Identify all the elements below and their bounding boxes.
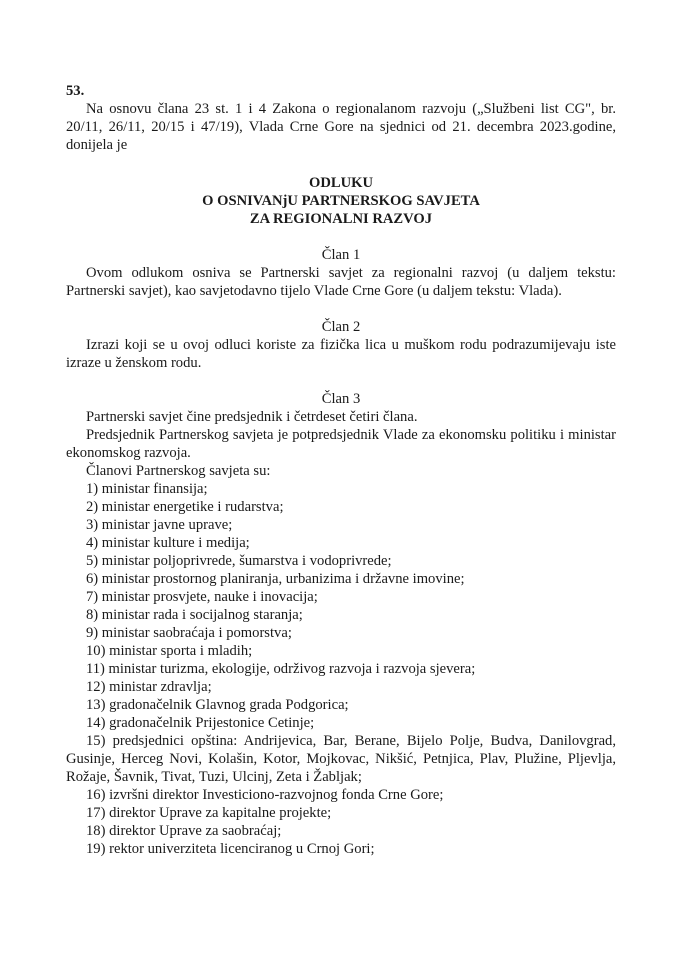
title-line-1: ODLUKU	[308, 175, 374, 191]
document-title	[66, 174, 616, 228]
list-item: 10) ministar sporta i mladih;	[86, 643, 253, 659]
article-1-heading: Član 1	[321, 247, 361, 263]
list-item: 18) direktor Uprave za saobraćaj;	[86, 823, 282, 839]
title-line-2: O OSNIVANjU PARTNERSKOG SAVJETA	[202, 193, 480, 209]
list-item: 2) ministar energetike i rudarstva;	[86, 499, 284, 515]
act-number: 53.	[66, 83, 85, 99]
list-item: 5) ministar poljoprivrede, šumarstva i vodoprivrede;	[86, 553, 392, 569]
list-item: 11) ministar turizma, ekologije, održivog razvoja i razvoja sjevera;	[86, 661, 476, 677]
article-1-text: Ovom odlukom osniva se Partnerski savjet za regionalni razvoj (u daljem tekstu: Partnerski savjet), kao savjetodavno tijelo Vlade Crne Gore (u daljem tekstu: Vlada).	[66, 265, 616, 299]
title-line-3: ZA REGIONALNI RAZVOJ	[249, 211, 433, 227]
list-item: 4) ministar kulture i medija;	[86, 535, 250, 551]
document-body	[66, 82, 616, 858]
list-item: 1) ministar finansija;	[86, 481, 208, 497]
article-3-paragraph-2: Predsjednik Partnerskog savjeta je potpredsjednik Vlade za ekonomsku politiku i ministar ekonomskog razvoja.	[66, 427, 616, 461]
list-item: 16) izvršni direktor Investiciono-razvojnog fonda Crne Gore;	[86, 787, 444, 803]
article-3-paragraph-3: Članovi Partnerskog savjeta su:	[86, 463, 271, 479]
preamble: Na osnovu člana 23 st. 1 i 4 Zakona o regionalanom razvoju („Službeni list CG", br. 20/11, 26/11, 20/15 i 47/19), Vlada Crne Gore na sjednici od 21. decembra 2023.godine, donijela je	[66, 101, 616, 153]
list-item: 3) ministar javne uprave;	[86, 517, 233, 533]
list-item: 12) ministar zdravlja;	[86, 679, 212, 695]
list-item: 14) gradonačelnik Prijestonice Cetinje;	[86, 715, 315, 731]
members-list	[66, 480, 616, 858]
list-item: 6) ministar prostornog planiranja, urbanizima i državne imovine;	[86, 571, 465, 587]
list-item: 17) direktor Uprave za kapitalne projekte;	[86, 805, 332, 821]
list-item: 19) rektor univerziteta licenciranog u Crnoj Gori;	[86, 841, 375, 857]
article-3-paragraph-1: Partnerski savjet čine predsjednik i četrdeset četiri člana.	[86, 409, 418, 425]
list-item: 7) ministar prosvjete, nauke i inovacija;	[86, 589, 318, 605]
article-2-heading: Član 2	[321, 319, 361, 335]
list-item: 9) ministar saobraćaja i pomorstva;	[86, 625, 292, 641]
article-3-heading: Član 3	[321, 391, 361, 407]
list-item: 8) ministar rada i socijalnog staranja;	[86, 607, 303, 623]
list-item: 15) predsjednici opština: Andrijevica, Bar, Berane, Bijelo Polje, Budva, Danilovgrad, Gusinje, Herceg Novi, Kolašin, Kotor, Mojkovac, Nikšić, Petnjica, Plav, Plužine, Pljevlja, Rožaje, Šavnik, Tivat, Tuzi, Ulcinj, Zeta i Žabljak;	[66, 733, 616, 785]
article-2-text: Izrazi koji se u ovoj odluci koriste za fizička lica u muškom rodu podrazumijevaju iste izraze u ženskom rodu.	[66, 337, 616, 371]
list-item: 13) gradonačelnik Glavnog grada Podgorica;	[86, 697, 349, 713]
